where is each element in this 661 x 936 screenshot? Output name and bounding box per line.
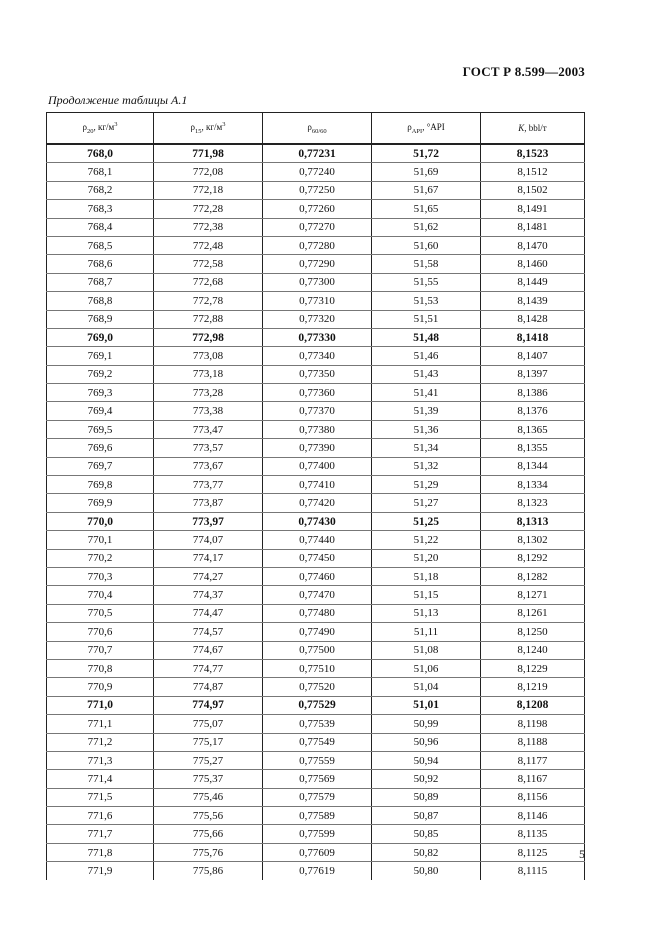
table-cell: 51,67	[372, 181, 481, 199]
table-cell: 775,07	[154, 715, 263, 733]
table-cell: 0,77380	[263, 420, 372, 438]
table-cell: 769,2	[47, 365, 154, 383]
table-cell: 774,77	[154, 659, 263, 677]
table-row	[47, 365, 585, 383]
table-cell: 50,82	[372, 843, 481, 861]
table-row	[47, 457, 585, 475]
table-row	[47, 402, 585, 420]
table-cell: 771,6	[47, 807, 154, 825]
table-cell: 770,0	[47, 512, 154, 530]
table-cell: 0,77569	[263, 770, 372, 788]
table-row	[47, 163, 585, 181]
table-cell: 772,38	[154, 218, 263, 236]
table-cell: 0,77450	[263, 549, 372, 567]
table-row	[47, 659, 585, 677]
table-row	[47, 310, 585, 328]
table-cell: 0,77300	[263, 273, 372, 291]
table-cell: 8,1313	[481, 512, 585, 530]
table-cell: 771,4	[47, 770, 154, 788]
table-cell: 775,17	[154, 733, 263, 751]
table-cell: 51,13	[372, 604, 481, 622]
table-cell: 8,1355	[481, 439, 585, 457]
table-cell: 51,72	[372, 144, 481, 163]
table-cell: 50,80	[372, 862, 481, 880]
table-cell: 770,8	[47, 659, 154, 677]
table-cell: 0,77310	[263, 292, 372, 310]
table-cell: 8,1146	[481, 807, 585, 825]
header-symbol: K	[518, 123, 525, 133]
table-cell: 51,29	[372, 476, 481, 494]
table-cell: 768,6	[47, 255, 154, 273]
table-cell: 8,1481	[481, 218, 585, 236]
column-header-3	[263, 113, 372, 145]
table-cell: 774,27	[154, 567, 263, 585]
table-cell: 773,97	[154, 512, 263, 530]
table-row	[47, 218, 585, 236]
table-cell: 8,1219	[481, 678, 585, 696]
table-cell: 8,1365	[481, 420, 585, 438]
table-cell: 8,1334	[481, 476, 585, 494]
table-row	[47, 788, 585, 806]
table-cell: 773,87	[154, 494, 263, 512]
table-cell: 774,47	[154, 604, 263, 622]
table-cell: 51,20	[372, 549, 481, 567]
table-cell: 51,22	[372, 531, 481, 549]
table-cell: 51,04	[372, 678, 481, 696]
table-cell: 8,1512	[481, 163, 585, 181]
table-cell: 51,60	[372, 236, 481, 254]
table-row	[47, 751, 585, 769]
table-cell: 0,77460	[263, 567, 372, 585]
header-symbol: ρ	[82, 122, 87, 133]
table-row	[47, 807, 585, 825]
table-cell: 773,38	[154, 402, 263, 420]
table-cell: 8,1271	[481, 586, 585, 604]
table-cell: 773,47	[154, 420, 263, 438]
table-cell: 0,77231	[263, 144, 372, 163]
table-cell: 8,1323	[481, 494, 585, 512]
table-cell: 8,1188	[481, 733, 585, 751]
table-cell: 775,27	[154, 751, 263, 769]
table-cell: 8,1397	[481, 365, 585, 383]
table-row	[47, 273, 585, 291]
table-cell: 770,1	[47, 531, 154, 549]
table-cell: 771,3	[47, 751, 154, 769]
table-cell: 8,1198	[481, 715, 585, 733]
table-cell: 8,1428	[481, 310, 585, 328]
table-row	[47, 604, 585, 622]
table-row	[47, 476, 585, 494]
table-cell: 51,41	[372, 384, 481, 402]
table-cell: 0,77520	[263, 678, 372, 696]
table-cell: 768,5	[47, 236, 154, 254]
table-cell: 8,1125	[481, 843, 585, 861]
table-cell: 772,78	[154, 292, 263, 310]
table-cell: 8,1523	[481, 144, 585, 163]
table-cell: 0,77539	[263, 715, 372, 733]
page-number: 5	[579, 847, 585, 861]
table-cell: 774,97	[154, 696, 263, 714]
table-row	[47, 825, 585, 843]
table-row	[47, 236, 585, 254]
table-cell: 774,07	[154, 531, 263, 549]
table-cell: 8,1167	[481, 770, 585, 788]
table-cell: 51,32	[372, 457, 481, 475]
table-cell: 8,1439	[481, 292, 585, 310]
table-cell: 0,77500	[263, 641, 372, 659]
table-cell: 51,01	[372, 696, 481, 714]
table-row	[47, 420, 585, 438]
table-cell: 769,7	[47, 457, 154, 475]
table-cell: 8,1460	[481, 255, 585, 273]
table-cell: 771,5	[47, 788, 154, 806]
table-cell: 775,86	[154, 862, 263, 880]
header-symbol: ρ	[407, 121, 412, 132]
table-cell: 0,77350	[263, 365, 372, 383]
table-cell: 50,92	[372, 770, 481, 788]
table-cell: 51,48	[372, 328, 481, 346]
table-cell: 772,98	[154, 328, 263, 346]
table-cell: 770,2	[47, 549, 154, 567]
table-cell: 774,57	[154, 623, 263, 641]
table-row	[47, 200, 585, 218]
table-row	[47, 678, 585, 696]
table-row	[47, 494, 585, 512]
table-cell: 51,27	[372, 494, 481, 512]
table-cell: 50,96	[372, 733, 481, 751]
table-cell: 0,77529	[263, 696, 372, 714]
table-cell: 771,1	[47, 715, 154, 733]
table-cell: 0,77609	[263, 843, 372, 861]
table-cell: 51,53	[372, 292, 481, 310]
table-cell: 773,67	[154, 457, 263, 475]
table-cell: 8,1250	[481, 623, 585, 641]
table-cell: 0,77619	[263, 862, 372, 880]
table-cell: 770,7	[47, 641, 154, 659]
table-cell: 50,87	[372, 807, 481, 825]
table-row	[47, 144, 585, 163]
header-subscript: 20	[86, 127, 94, 135]
table-cell: 0,77360	[263, 384, 372, 402]
table-cell: 8,1418	[481, 328, 585, 346]
table-cell: 51,51	[372, 310, 481, 328]
table-cell: 51,11	[372, 623, 481, 641]
table-cell: 50,94	[372, 751, 481, 769]
density-table	[46, 112, 585, 880]
table-cell: 774,87	[154, 678, 263, 696]
table-cell: 0,77290	[263, 255, 372, 273]
table-cell: 768,2	[47, 181, 154, 199]
table-cell: 51,46	[372, 347, 481, 365]
table-cell: 0,77470	[263, 586, 372, 604]
table-cell: 771,7	[47, 825, 154, 843]
column-header-5	[481, 113, 585, 145]
table-cell: 8,1502	[481, 181, 585, 199]
table-cell: 773,18	[154, 365, 263, 383]
table-cell: 0,77549	[263, 733, 372, 751]
table-cell: 51,36	[372, 420, 481, 438]
table-cell: 769,6	[47, 439, 154, 457]
table-cell: 769,0	[47, 328, 154, 346]
header-subscript: 60/60	[311, 127, 327, 135]
table-cell: 51,43	[372, 365, 481, 383]
table-row	[47, 862, 585, 880]
table-cell: 772,08	[154, 163, 263, 181]
table-cell: 50,99	[372, 715, 481, 733]
table-cell: 773,77	[154, 476, 263, 494]
table-cell: 768,9	[47, 310, 154, 328]
table-cell: 0,77370	[263, 402, 372, 420]
table-cell: 768,3	[47, 200, 154, 218]
table-row	[47, 641, 585, 659]
table-row	[47, 439, 585, 457]
table-cell: 769,8	[47, 476, 154, 494]
table-cell: 51,69	[372, 163, 481, 181]
table-cell: 51,39	[372, 402, 481, 420]
table-cell: 8,1208	[481, 696, 585, 714]
table-cell: 0,77400	[263, 457, 372, 475]
table-cell: 773,08	[154, 347, 263, 365]
table-cell: 50,85	[372, 825, 481, 843]
table-cell: 772,18	[154, 181, 263, 199]
table-cell: 774,67	[154, 641, 263, 659]
table-cell: 8,1386	[481, 384, 585, 402]
table-cell: 8,1470	[481, 236, 585, 254]
table-cell: 0,77270	[263, 218, 372, 236]
column-header-4	[372, 113, 481, 145]
table-cell: 775,66	[154, 825, 263, 843]
table-cell: 8,1292	[481, 549, 585, 567]
table-cell: 769,3	[47, 384, 154, 402]
table-cell: 0,77490	[263, 623, 372, 641]
table-cell: 771,2	[47, 733, 154, 751]
table-cell: 773,57	[154, 439, 263, 457]
table-cell: 51,15	[372, 586, 481, 604]
table-cell: 768,4	[47, 218, 154, 236]
table-cell: 51,08	[372, 641, 481, 659]
header-unit: , кг/м	[93, 122, 115, 133]
table-cell: 8,1177	[481, 751, 585, 769]
header-row	[47, 113, 585, 145]
table-cell: 8,1491	[481, 200, 585, 218]
table-cell: 0,77410	[263, 476, 372, 494]
table-cell: 770,6	[47, 623, 154, 641]
header-superscript: 3	[222, 121, 226, 129]
table-cell: 8,1407	[481, 347, 585, 365]
table-cell: 772,58	[154, 255, 263, 273]
table-cell: 8,1282	[481, 567, 585, 585]
table-cell: 8,1229	[481, 659, 585, 677]
table-cell: 0,77440	[263, 531, 372, 549]
table-cell: 0,77390	[263, 439, 372, 457]
table-cell: 8,1302	[481, 531, 585, 549]
table-cell: 0,77579	[263, 788, 372, 806]
table-cell: 772,48	[154, 236, 263, 254]
table-cell: 50,89	[372, 788, 481, 806]
table-row	[47, 181, 585, 199]
table-cell: 8,1115	[481, 862, 585, 880]
table-cell: 0,77320	[263, 310, 372, 328]
table-row	[47, 733, 585, 751]
table-cell: 775,76	[154, 843, 263, 861]
table-row	[47, 715, 585, 733]
table-row	[47, 843, 585, 861]
table-row	[47, 549, 585, 567]
table-row	[47, 623, 585, 641]
table-header	[47, 113, 585, 145]
table-caption: Продолжение таблицы А.1	[48, 93, 188, 107]
header-subscript: API	[411, 127, 423, 135]
table-cell: 0,77420	[263, 494, 372, 512]
table-cell: 51,06	[372, 659, 481, 677]
table-cell: 8,1240	[481, 641, 585, 659]
table-row	[47, 292, 585, 310]
table-row	[47, 770, 585, 788]
standard-code: ГОСТ Р 8.599—2003	[462, 64, 585, 79]
table-cell: 771,98	[154, 144, 263, 163]
table-cell: 768,0	[47, 144, 154, 163]
table-cell: 770,9	[47, 678, 154, 696]
table-cell: 51,25	[372, 512, 481, 530]
table-cell: 0,77559	[263, 751, 372, 769]
table-cell: 771,0	[47, 696, 154, 714]
table-cell: 8,1449	[481, 273, 585, 291]
table-cell: 0,77480	[263, 604, 372, 622]
header-superscript: 3	[114, 121, 118, 129]
column-header-2	[154, 113, 263, 145]
table-cell: 770,5	[47, 604, 154, 622]
table-cell: 769,4	[47, 402, 154, 420]
table-cell: 768,8	[47, 292, 154, 310]
table-cell: 51,34	[372, 439, 481, 457]
table-cell: 51,62	[372, 218, 481, 236]
table-row	[47, 567, 585, 585]
table-cell: 771,9	[47, 862, 154, 880]
column-header-1	[47, 113, 154, 145]
table-cell: 769,9	[47, 494, 154, 512]
header-symbol: ρ	[190, 122, 195, 133]
table-cell: 0,77260	[263, 200, 372, 218]
header-unit: , кг/м	[201, 122, 223, 133]
table-row	[47, 531, 585, 549]
table-cell: 51,65	[372, 200, 481, 218]
table-cell: 775,56	[154, 807, 263, 825]
table-cell: 770,4	[47, 586, 154, 604]
table-cell: 772,68	[154, 273, 263, 291]
table-cell: 0,77280	[263, 236, 372, 254]
header-subscript: 15	[194, 127, 202, 135]
table-row	[47, 347, 585, 365]
table-cell: 768,7	[47, 273, 154, 291]
table-cell: 0,77340	[263, 347, 372, 365]
table-cell: 773,28	[154, 384, 263, 402]
table-cell: 769,1	[47, 347, 154, 365]
header-unit: , °API	[422, 121, 445, 132]
table-row	[47, 328, 585, 346]
table-row	[47, 384, 585, 402]
table-cell: 0,77589	[263, 807, 372, 825]
table-cell: 0,77510	[263, 659, 372, 677]
header-unit: , bbl/т	[524, 123, 547, 133]
table-body	[47, 144, 585, 880]
table-cell: 8,1344	[481, 457, 585, 475]
table-cell: 8,1261	[481, 604, 585, 622]
table-row	[47, 696, 585, 714]
table-cell: 8,1135	[481, 825, 585, 843]
table-cell: 51,18	[372, 567, 481, 585]
table-cell: 774,37	[154, 586, 263, 604]
table-cell: 0,77330	[263, 328, 372, 346]
table-cell: 0,77250	[263, 181, 372, 199]
table-cell: 769,5	[47, 420, 154, 438]
table-row	[47, 512, 585, 530]
table-cell: 0,77240	[263, 163, 372, 181]
table-cell: 770,3	[47, 567, 154, 585]
table-cell: 775,37	[154, 770, 263, 788]
table-cell: 772,28	[154, 200, 263, 218]
table-cell: 772,88	[154, 310, 263, 328]
table-cell: 771,8	[47, 843, 154, 861]
table-cell: 51,55	[372, 273, 481, 291]
table-cell: 8,1376	[481, 402, 585, 420]
table-cell: 51,58	[372, 255, 481, 273]
table-cell: 774,17	[154, 549, 263, 567]
table-cell: 0,77599	[263, 825, 372, 843]
table-cell: 8,1156	[481, 788, 585, 806]
table-row	[47, 255, 585, 273]
table-cell: 0,77430	[263, 512, 372, 530]
header-symbol: ρ	[307, 121, 312, 132]
table-row	[47, 586, 585, 604]
table-cell: 775,46	[154, 788, 263, 806]
table-cell: 768,1	[47, 163, 154, 181]
